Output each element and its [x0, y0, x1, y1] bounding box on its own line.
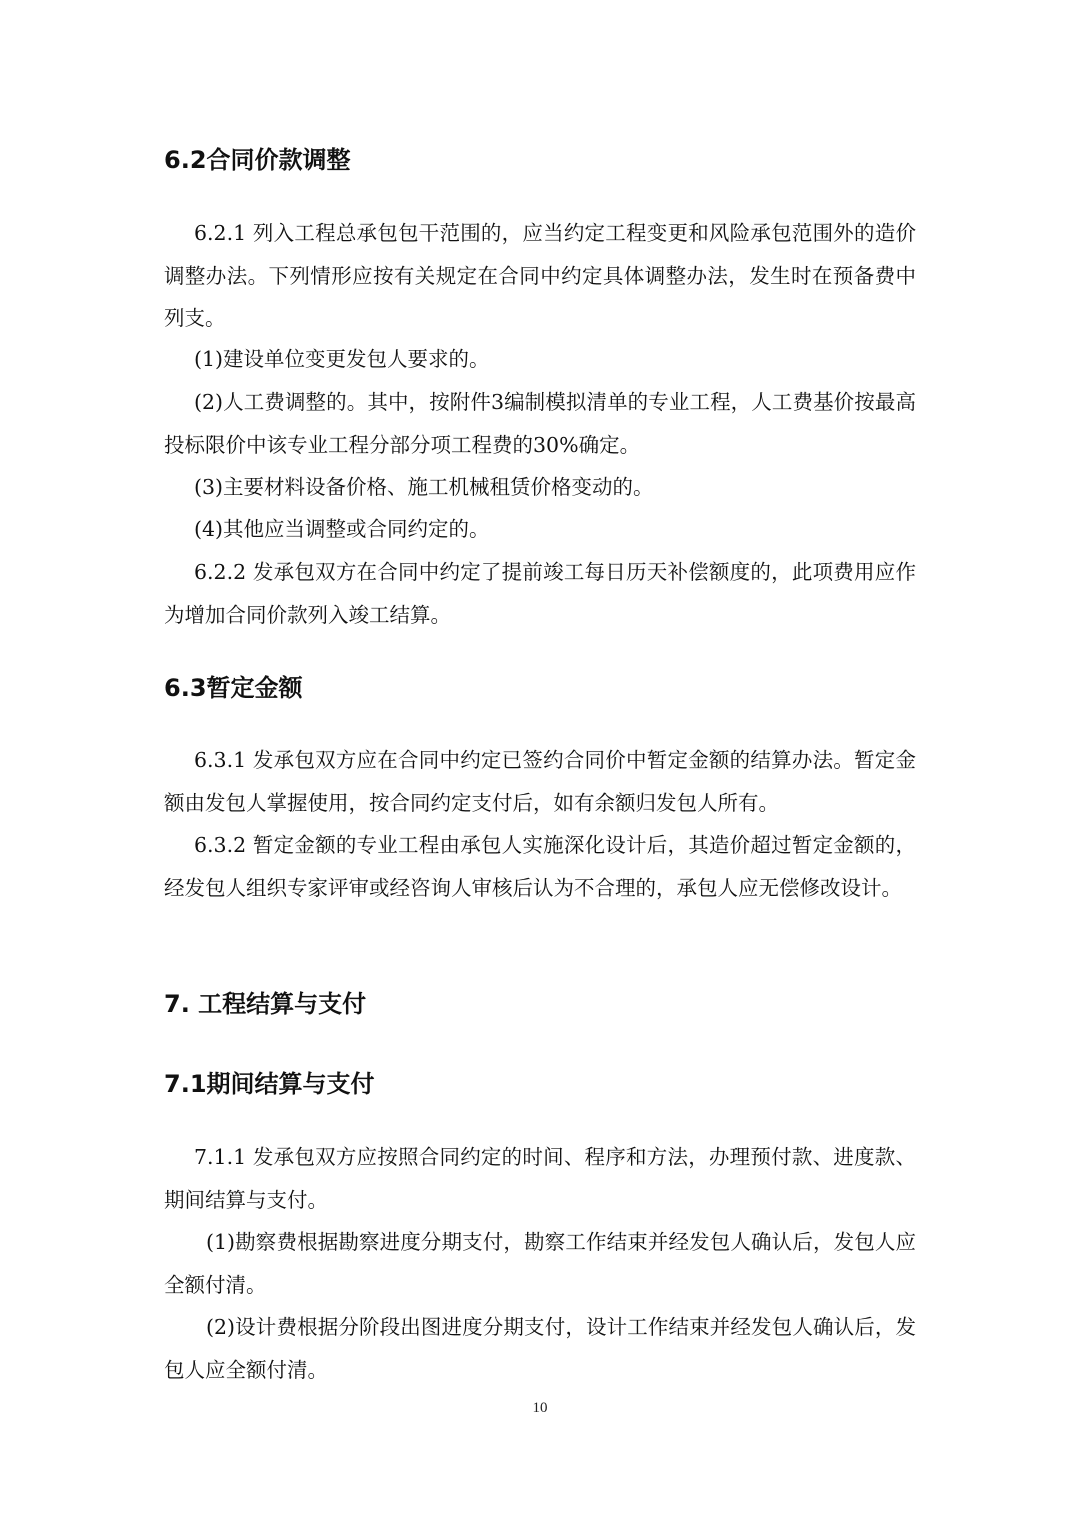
paragraph-6-2-item-1: (1)建设单位变更发包人要求的。	[194, 347, 490, 371]
paragraph-6-2-1: 6.2.1 列入工程总承包包干范围的，应当约定工程变更和风险承包范围外的造价调整办法。下列情形应按有关规定在合同中约定具体调整办法，发生时在预备费中列支。	[164, 221, 916, 330]
paragraph-6-2-item-3: (3)主要材料设备价格、施工机械租赁价格变动的。	[194, 475, 654, 499]
paragraph-7-1-1: 7.1.1 发承包双方应按照合同约定的时间、程序和方法，办理预付款、进度款、期间结算与支付。	[164, 1145, 916, 1212]
paragraph-7-1-item-1: (1)勘察费根据勘察进度分期支付，勘察工作结束并经发包人确认后，发包人应全额付清。	[164, 1230, 916, 1297]
paragraph-6-2-item-2: (2)人工费调整的。其中，按附件3编制模拟清单的专业工程，人工费基价按最高投标限价中该专业工程分部分项工程费的30%确定。	[164, 390, 916, 457]
section-heading-6-2: 6.2合同价款调整	[164, 146, 351, 174]
section-heading-6-3: 6.3暂定金额	[164, 674, 303, 702]
section-heading-7-1: 7.1期间结算与支付	[164, 1070, 375, 1098]
paragraph-6-2-item-4: (4)其他应当调整或合同约定的。	[194, 517, 490, 541]
paragraph-7-1-item-2: (2)设计费根据分阶段出图进度分期支付，设计工作结束并经发包人确认后，发包人应全额付清。	[164, 1315, 916, 1382]
paragraph-6-3-1: 6.3.1 发承包双方应在合同中约定已签约合同价中暂定金额的结算办法。暂定金额由发包人掌握使用，按合同约定支付后，如有余额归发包人所有。	[164, 748, 916, 815]
section-heading-7: 7. 工程结算与支付	[164, 990, 367, 1018]
paragraph-6-3-2: 6.3.2 暂定金额的专业工程由承包人实施深化设计后，其造价超过暂定金额的，经发包人组织专家评审或经咨询人审核后认为不合理的，承包人应无偿修改设计。	[164, 833, 916, 900]
page-number: 10	[532, 1400, 548, 1416]
paragraph-6-2-2: 6.2.2 发承包双方在合同中约定了提前竣工每日历天补偿额度的，此项费用应作为增加合同价款列入竣工结算。	[164, 560, 916, 627]
